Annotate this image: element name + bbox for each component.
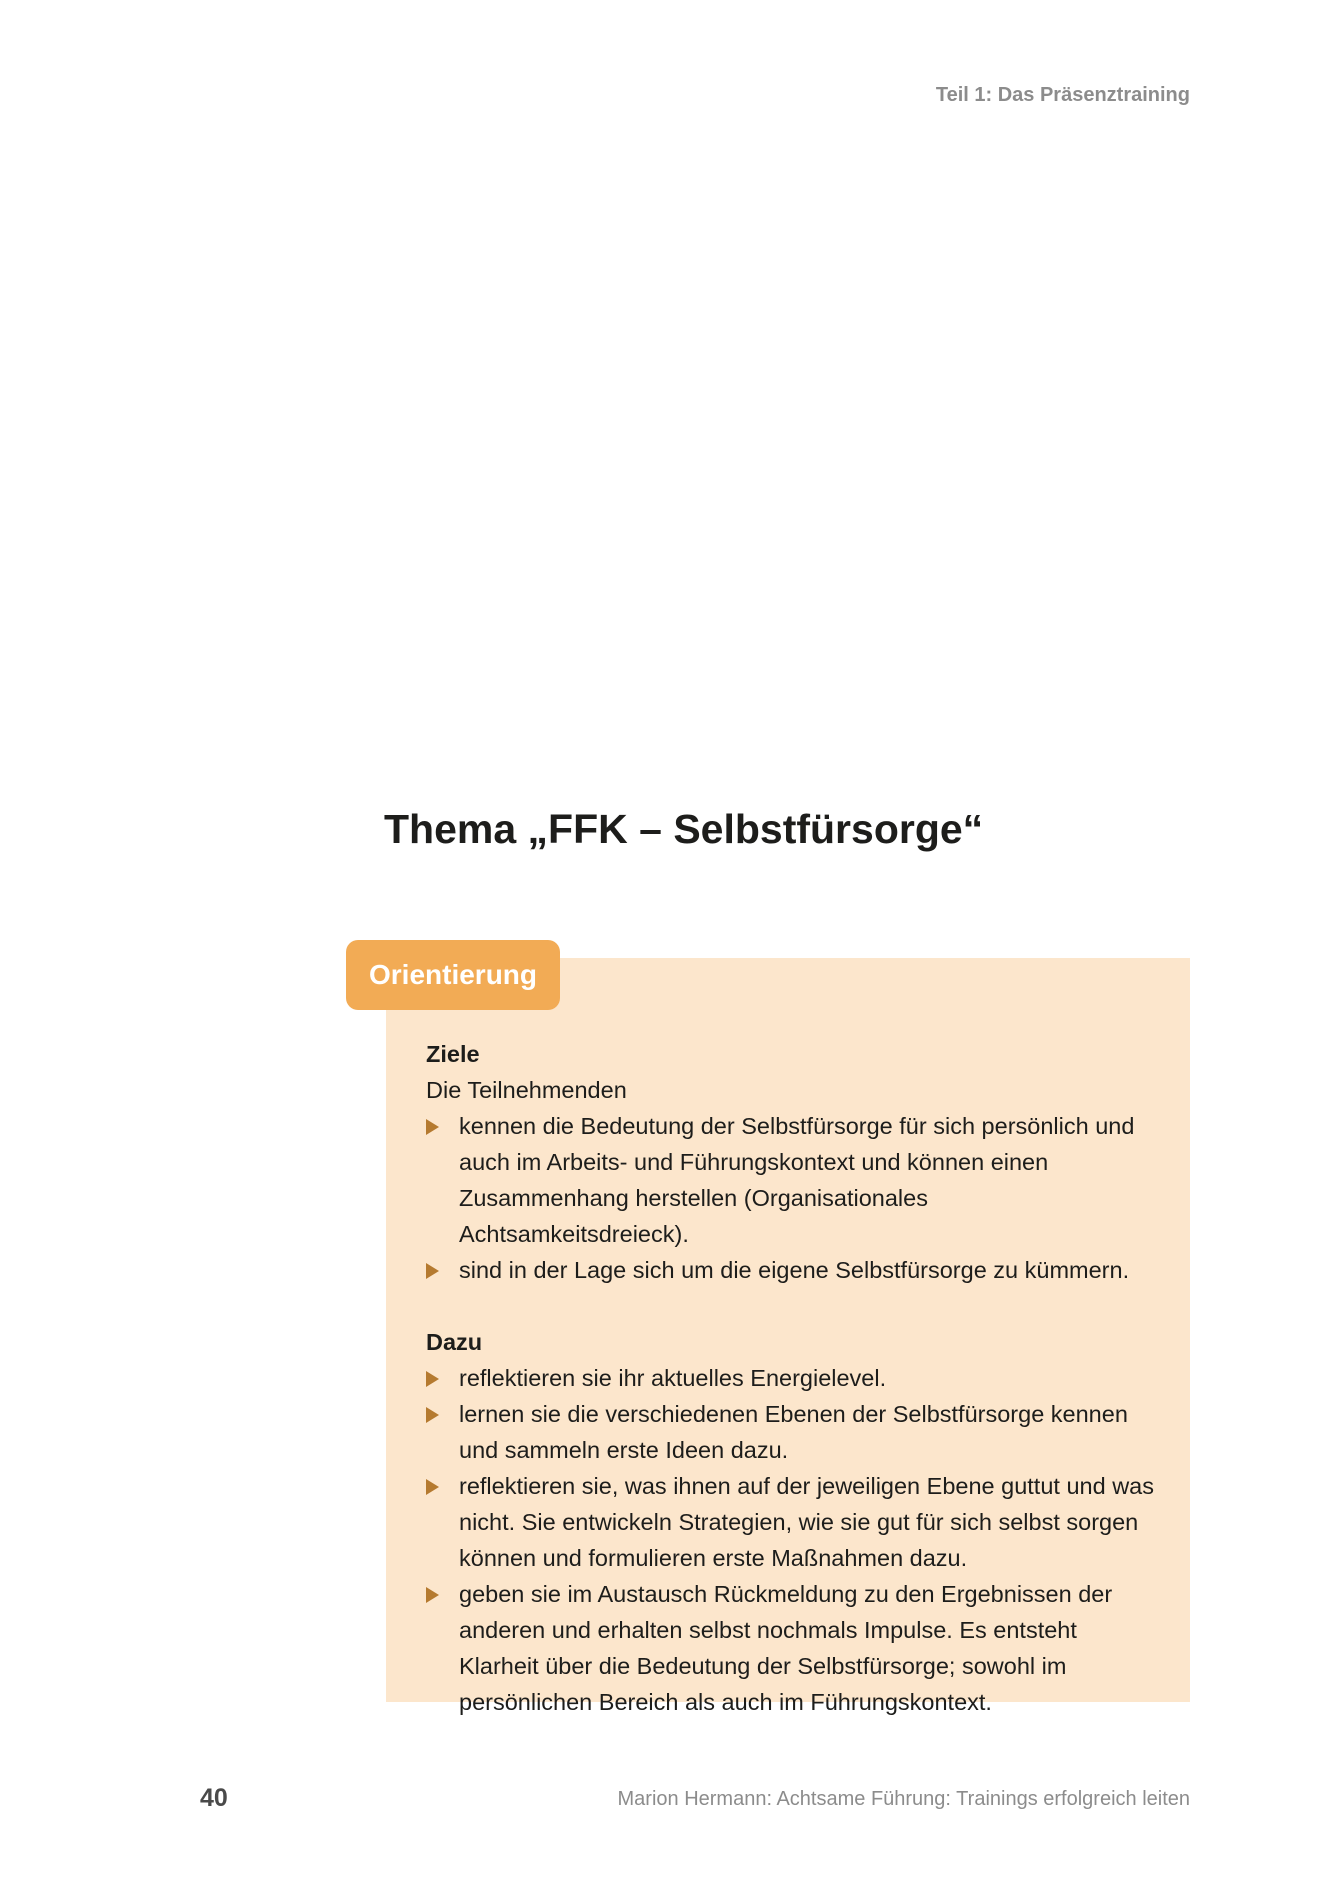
page-title: Thema „FFK – Selbstfürsorge“ [384,806,984,852]
list-item-text: kennen die Bedeutung der Selbstfürsorge für sich persönlich und auch im Arbeits- und Führungskontext und können einen Zusammenhang herstellen (Organisationales Achtsamkeitsdreieck). [459,1113,1135,1247]
triangle-bullet-icon [426,1479,439,1495]
triangle-bullet-icon [426,1371,439,1387]
footer-citation: Marion Hermann: Achtsame Führung: Trainings erfolgreich leiten [617,1788,1190,1810]
list-item [426,1252,1161,1288]
ziele-intro: Die Teilnehmenden [426,1077,627,1103]
ziele-list [426,1108,1161,1288]
list-item [426,1360,1161,1396]
list-item [426,1108,1161,1252]
triangle-bullet-icon [426,1119,439,1135]
list-item-text: geben sie im Austausch Rückmeldung zu den Ergebnissen der anderen und erhalten selbst nochmals Impulse. Es entsteht Klarheit über die Bedeutung der Selbstfürsorge; sowohl im persönlichen Bereich als auch im Führungskontext. [459,1581,1113,1715]
list-item [426,1576,1161,1720]
section-spacer [426,1288,1161,1324]
list-item [426,1468,1161,1576]
ziele-heading: Ziele [426,1041,480,1067]
running-head: Teil 1: Das Präsenztraining [935,84,1190,106]
dazu-list [426,1360,1161,1720]
list-item-text: reflektieren sie, was ihnen auf der jeweiligen Ebene guttut und was nicht. Sie entwickeln Strategien, wie sie gut für sich selbst sorgen können und formulieren erste Maßnahmen dazu. [459,1473,1154,1571]
orientation-content [426,1036,1161,1720]
page-number: 40 [200,1784,228,1812]
dazu-heading: Dazu [426,1329,483,1355]
triangle-bullet-icon [426,1263,439,1279]
triangle-bullet-icon [426,1407,439,1423]
list-item-text: sind in der Lage sich um die eigene Selbstfürsorge zu kümmern. [459,1257,1130,1283]
list-item [426,1396,1161,1468]
list-item-text: lernen sie die verschiedenen Ebenen der Selbstfürsorge kennen und sammeln erste Ideen dazu. [459,1401,1128,1463]
list-item-text: reflektieren sie ihr aktuelles Energielevel. [459,1365,887,1391]
triangle-bullet-icon [426,1587,439,1603]
orientation-tab-label: Orientierung [346,940,560,1010]
